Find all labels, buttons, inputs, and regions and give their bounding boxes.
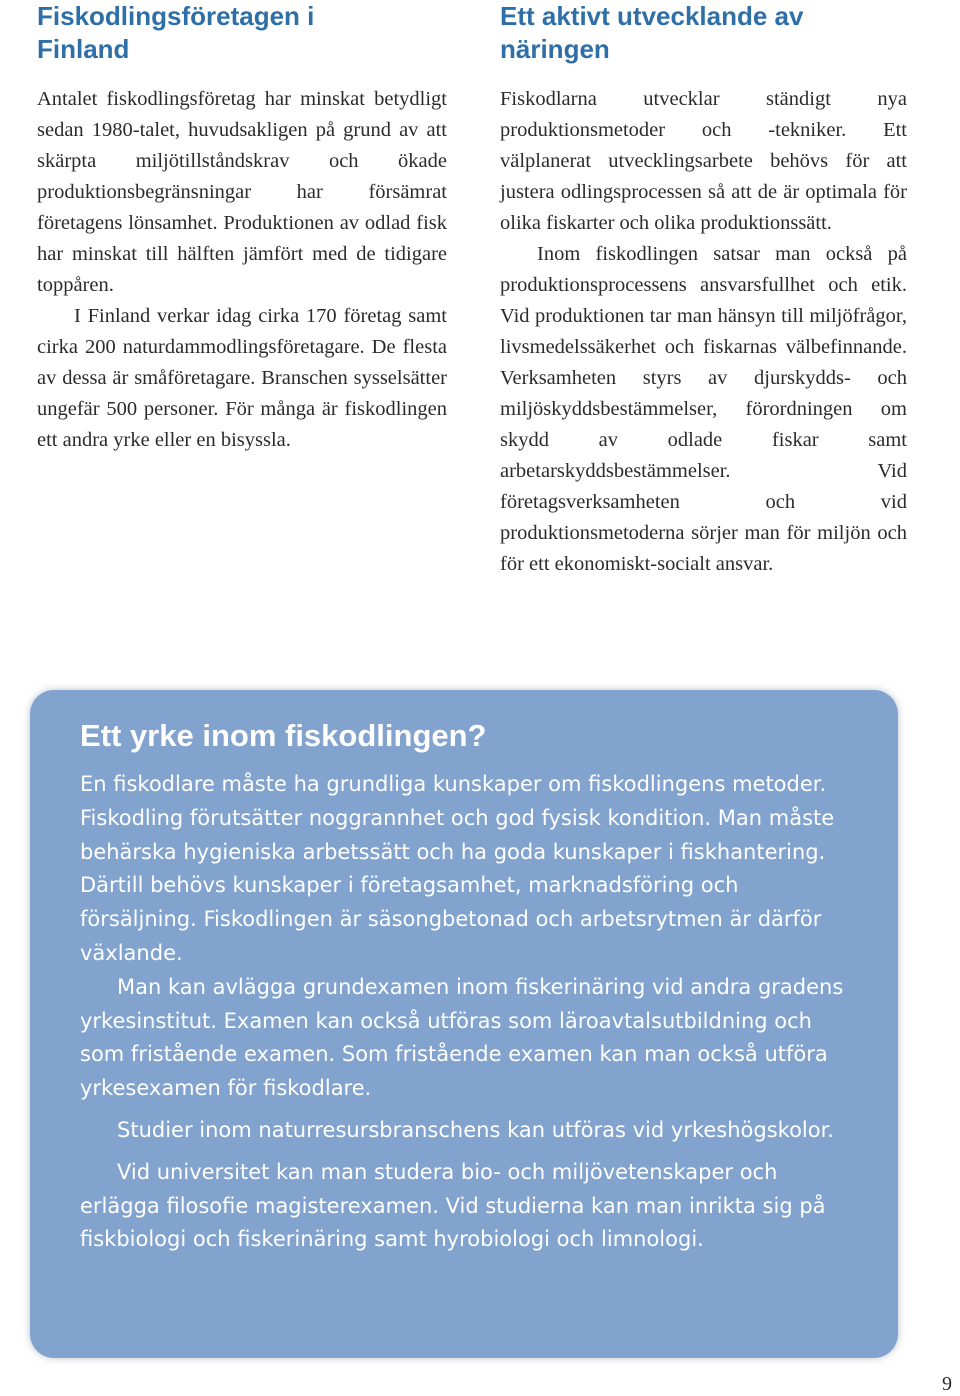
info-box-paragraph-3: Studier inom naturresursbranschens kan utföras vid yrkeshögskolor. [117,1117,834,1142]
info-box-title: Ett yrke inom fiskodlingen? [80,718,487,753]
right-paragraph-2: Inom fiskodlingen satsar man också på produktionsprocessens ansvarsfullhet och etik. Vid produktionen tar man hänsyn till miljöfrågor, livsmedelssäkerhet och fiskarnas välbefinnande. Verksamheten styrs av djurskydds- och miljöskyddsbestämmelser, förordningen om skydd av odlade fiskar samt arbetarskyddsbestämmelser. Vid företagsverksamheten och vid produktionsmetoderna sörjer man för miljön och för ett ekonomiskt-socialt ansvar. [500,243,907,575]
left-paragraph-1: Antalet fiskodlingsföretag har minskat betydligt sedan 1980-talet, huvudsakligen på grund av att skärpta miljötillståndskrav och ökade produktionsbegränsningar har försämrat företagens lönsamhet. Produktionen av odlad fisk har minskat till hälften jämfört med de tidigare toppåren. [37,88,447,296]
left-paragraph-2: I Finland verkar idag cirka 170 företag samt cirka 200 naturdammodlingsföretagare. De flesta av dessa är småföretagare. Branschen sysselsätter ungefär 500 personer. För många är fiskodlingen ett andra yrke eller en bisyssla. [37,305,447,451]
right-paragraph-1: Fiskodlarna utvecklar ständigt nya produktionsmetoder och -tekniker. Ett välplanerat utvecklingsarbete behövs för att justera odlingsprocessen så att de är optimala för olika fiskarter och olika produktionssätt. [500,88,907,234]
info-box-paragraph-1: En fiskodlare måste ha grundliga kunskaper om fiskodlingens metoder. Fiskodling förutsätter noggrannhet och god fysisk kondition. Man måste behärska hygieniska arbetssätt och ha goda kunskaper i fiskhantering. Därtill behövs kunskaper i företagsamhet, marknadsföring och försäljning. Fiskodlingen är säsongbetonad och arbetsrytmen är därför växlande. [80,772,835,965]
info-box [30,690,898,1358]
right-column [500,0,907,580]
page-number: 9 [942,1373,952,1395]
left-heading: Fiskodlingsföretagen i Finland [37,1,315,64]
info-box-content [80,716,860,1257]
info-box-paragraph-4: Vid universitet kan man studera bio- och miljövetenskaper och erlägga filosofie magisterexamen. Vid studierna kan man inrikta sig på fiskbiologi och fiskerinäring samt hyrobiologi och limnologi. [80,1159,826,1252]
left-column [37,0,447,456]
info-box-paragraph-2: Man kan avlägga grundexamen inom fiskerinäring vid andra gradens yrkesinstitut. Examen kan också utföras som läroavtalsutbildning och som fristående examen. Som fristående examen kan man också utföra yrkesexamen för fiskodlare. [80,974,844,1101]
right-heading: Ett aktivt utvecklande av näringen [500,1,804,64]
